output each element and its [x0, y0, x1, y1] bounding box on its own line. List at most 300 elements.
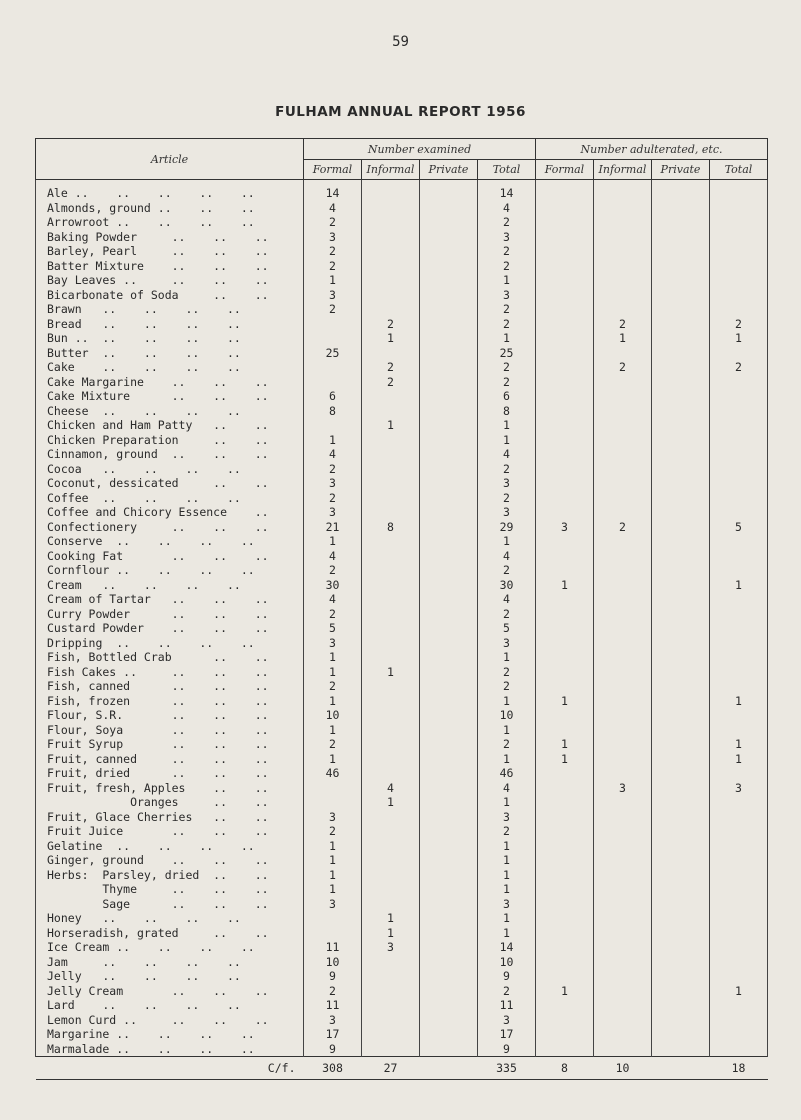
cell-examined-informal — [362, 984, 420, 999]
cell-adulterated-private — [652, 302, 710, 317]
cell-examined-private — [420, 897, 478, 912]
cell-adulterated-informal — [594, 375, 652, 390]
article-name: Sage .. .. .. — [36, 897, 304, 912]
cell-examined-total: 46 — [478, 766, 536, 781]
cell-adulterated-informal — [594, 215, 652, 230]
cell-examined-informal — [362, 650, 420, 665]
table-row — [36, 752, 768, 767]
total-adulterated-private — [652, 1057, 710, 1080]
cell-adulterated-total — [710, 1042, 768, 1057]
cell-adulterated-private — [652, 201, 710, 216]
cell-adulterated-formal — [536, 665, 594, 680]
cell-adulterated-private — [652, 824, 710, 839]
cell-adulterated-formal — [536, 592, 594, 607]
cell-examined-informal — [362, 447, 420, 462]
table-row — [36, 926, 768, 941]
cell-adulterated-informal — [594, 273, 652, 288]
cell-adulterated-private — [652, 346, 710, 361]
cell-examined-informal — [362, 230, 420, 245]
cell-examined-total: 4 — [478, 781, 536, 796]
cell-adulterated-private — [652, 868, 710, 883]
cell-adulterated-informal — [594, 230, 652, 245]
article-name: Bay Leaves .. .. .. .. — [36, 273, 304, 288]
article-name: Cream of Tartar .. .. .. — [36, 592, 304, 607]
cell-examined-informal — [362, 1013, 420, 1028]
table-row — [36, 476, 768, 491]
total-examined-private — [420, 1057, 478, 1080]
cell-examined-private — [420, 491, 478, 506]
article-name: Oranges .. .. — [36, 795, 304, 810]
cell-adulterated-private — [652, 984, 710, 999]
cell-adulterated-private — [652, 795, 710, 810]
table-row — [36, 592, 768, 607]
cell-examined-private — [420, 259, 478, 274]
article-name: Flour, Soya .. .. .. — [36, 723, 304, 738]
cell-examined-total: 5 — [478, 621, 536, 636]
cell-adulterated-informal — [594, 505, 652, 520]
carried-forward-label: C/f. — [36, 1057, 304, 1080]
cell-adulterated-informal: 2 — [594, 520, 652, 535]
article-name: Coffee and Chicory Essence .. — [36, 505, 304, 520]
cell-adulterated-total — [710, 1027, 768, 1042]
cell-adulterated-informal: 3 — [594, 781, 652, 796]
cell-examined-private — [420, 911, 478, 926]
cell-adulterated-total — [710, 418, 768, 433]
cell-examined-total: 4 — [478, 592, 536, 607]
cell-adulterated-total — [710, 476, 768, 491]
cell-adulterated-total — [710, 491, 768, 506]
table-row — [36, 462, 768, 477]
cell-examined-private — [420, 244, 478, 259]
cell-adulterated-private — [652, 317, 710, 332]
report-title: FULHAM ANNUAL REPORT 1956 — [275, 104, 526, 120]
cell-examined-total: 2 — [478, 317, 536, 332]
table-row — [36, 679, 768, 694]
cell-adulterated-informal — [594, 969, 652, 984]
cell-examined-informal — [362, 578, 420, 593]
cell-adulterated-formal — [536, 839, 594, 854]
article-name: Cake .. .. .. .. — [36, 360, 304, 375]
table-row — [36, 360, 768, 375]
cell-adulterated-formal — [536, 795, 594, 810]
cell-adulterated-informal — [594, 418, 652, 433]
cell-examined-informal — [362, 766, 420, 781]
cell-examined-informal — [362, 723, 420, 738]
cell-examined-private — [420, 180, 478, 201]
cell-adulterated-informal — [594, 926, 652, 941]
cell-adulterated-total — [710, 592, 768, 607]
cell-examined-formal: 1 — [304, 433, 362, 448]
article-name: Herbs: Parsley, dried .. .. — [36, 868, 304, 883]
cell-adulterated-total — [710, 447, 768, 462]
cell-examined-informal — [362, 549, 420, 564]
cell-adulterated-total — [710, 969, 768, 984]
cell-adulterated-total — [710, 853, 768, 868]
cell-examined-private — [420, 331, 478, 346]
cell-examined-informal — [362, 476, 420, 491]
cell-adulterated-private — [652, 853, 710, 868]
cell-examined-private — [420, 998, 478, 1013]
cell-examined-private — [420, 578, 478, 593]
cell-adulterated-private — [652, 911, 710, 926]
cell-examined-total: 1 — [478, 723, 536, 738]
cell-examined-total: 6 — [478, 389, 536, 404]
cell-examined-total: 1 — [478, 694, 536, 709]
cell-examined-total: 9 — [478, 1042, 536, 1057]
table-row — [36, 505, 768, 520]
cell-examined-informal: 1 — [362, 665, 420, 680]
cell-examined-total: 2 — [478, 215, 536, 230]
cell-examined-private — [420, 505, 478, 520]
cell-examined-private — [420, 708, 478, 723]
cell-examined-formal: 4 — [304, 549, 362, 564]
article-name: Fruit, canned .. .. .. — [36, 752, 304, 767]
cell-examined-informal — [362, 244, 420, 259]
cell-adulterated-private — [652, 810, 710, 825]
cell-examined-formal: 2 — [304, 563, 362, 578]
cell-examined-formal: 25 — [304, 346, 362, 361]
cell-adulterated-total — [710, 998, 768, 1013]
article-name: Baking Powder .. .. .. — [36, 230, 304, 245]
article-name: Horseradish, grated .. .. — [36, 926, 304, 941]
cell-adulterated-total: 1 — [710, 578, 768, 593]
cell-examined-private — [420, 1042, 478, 1057]
cell-adulterated-total — [710, 766, 768, 781]
cell-adulterated-informal — [594, 346, 652, 361]
cell-adulterated-total — [710, 795, 768, 810]
cell-adulterated-formal — [536, 969, 594, 984]
cell-adulterated-total — [710, 563, 768, 578]
cell-adulterated-total: 5 — [710, 520, 768, 535]
cell-adulterated-private — [652, 360, 710, 375]
table-row — [36, 708, 768, 723]
cell-examined-formal: 4 — [304, 447, 362, 462]
cell-adulterated-formal — [536, 766, 594, 781]
cell-adulterated-formal — [536, 375, 594, 390]
cell-adulterated-informal — [594, 389, 652, 404]
table-row — [36, 433, 768, 448]
cell-adulterated-private — [652, 375, 710, 390]
article-name: Fish, canned .. .. .. — [36, 679, 304, 694]
cell-examined-total: 11 — [478, 998, 536, 1013]
cell-adulterated-formal — [536, 868, 594, 883]
cell-adulterated-private — [652, 897, 710, 912]
cell-adulterated-informal — [594, 404, 652, 419]
cell-adulterated-formal: 1 — [536, 752, 594, 767]
cell-adulterated-total — [710, 650, 768, 665]
cell-adulterated-private — [652, 180, 710, 201]
cell-examined-formal: 2 — [304, 984, 362, 999]
cell-examined-informal: 2 — [362, 317, 420, 332]
cell-adulterated-formal — [536, 180, 594, 201]
cell-adulterated-informal — [594, 201, 652, 216]
article-name: Coconut, dessicated .. .. — [36, 476, 304, 491]
article-name: Fish Cakes .. .. .. .. — [36, 665, 304, 680]
cell-adulterated-informal — [594, 244, 652, 259]
cell-adulterated-private — [652, 389, 710, 404]
cell-adulterated-private — [652, 650, 710, 665]
cell-examined-total: 1 — [478, 882, 536, 897]
table-row — [36, 694, 768, 709]
cell-adulterated-formal — [536, 331, 594, 346]
article-name: Fruit Juice .. .. .. — [36, 824, 304, 839]
cell-examined-total: 3 — [478, 1013, 536, 1028]
cell-examined-informal — [362, 969, 420, 984]
cell-adulterated-formal — [536, 476, 594, 491]
cell-examined-informal: 3 — [362, 940, 420, 955]
table-row — [36, 491, 768, 506]
cell-examined-formal: 10 — [304, 708, 362, 723]
cell-examined-formal: 2 — [304, 302, 362, 317]
article-name: Jelly .. .. .. .. — [36, 969, 304, 984]
cell-adulterated-formal — [536, 1042, 594, 1057]
article-name: Fruit, fresh, Apples .. .. — [36, 781, 304, 796]
cell-examined-total: 1 — [478, 534, 536, 549]
header-number-examined: Number examined — [304, 139, 536, 160]
cell-adulterated-formal — [536, 491, 594, 506]
cell-examined-total: 1 — [478, 868, 536, 883]
cell-examined-informal — [362, 998, 420, 1013]
table-row — [36, 984, 768, 999]
cell-adulterated-informal — [594, 868, 652, 883]
cell-adulterated-formal — [536, 389, 594, 404]
cell-adulterated-private — [652, 462, 710, 477]
table-row — [36, 578, 768, 593]
cell-adulterated-private — [652, 607, 710, 622]
cell-adulterated-total — [710, 389, 768, 404]
cell-adulterated-private — [652, 708, 710, 723]
cell-examined-formal: 2 — [304, 259, 362, 274]
cell-adulterated-formal — [536, 288, 594, 303]
cell-adulterated-informal — [594, 737, 652, 752]
article-name: Almonds, ground .. .. .. — [36, 201, 304, 216]
cell-examined-private — [420, 955, 478, 970]
cell-examined-formal: 2 — [304, 679, 362, 694]
table-row — [36, 534, 768, 549]
cell-examined-formal — [304, 375, 362, 390]
table-row — [36, 795, 768, 810]
cell-adulterated-total — [710, 288, 768, 303]
cell-examined-formal: 1 — [304, 853, 362, 868]
cell-adulterated-informal — [594, 897, 652, 912]
total-examined-formal: 308 — [304, 1057, 362, 1080]
cell-adulterated-total — [710, 201, 768, 216]
cell-adulterated-formal — [536, 853, 594, 868]
article-name: Jelly Cream .. .. .. — [36, 984, 304, 999]
cell-examined-informal — [362, 491, 420, 506]
cell-adulterated-informal — [594, 636, 652, 651]
cell-adulterated-formal — [536, 940, 594, 955]
cell-examined-formal: 1 — [304, 650, 362, 665]
cell-adulterated-total — [710, 302, 768, 317]
total-adulterated-formal: 8 — [536, 1057, 594, 1080]
cell-examined-informal — [362, 259, 420, 274]
table-row — [36, 1013, 768, 1028]
cell-examined-informal — [362, 810, 420, 825]
cell-examined-private — [420, 317, 478, 332]
table-row — [36, 607, 768, 622]
table-row — [36, 766, 768, 781]
cell-examined-total: 9 — [478, 969, 536, 984]
cell-adulterated-total: 2 — [710, 317, 768, 332]
cell-examined-total: 2 — [478, 491, 536, 506]
header-adulterated-total: Total — [710, 160, 768, 180]
cell-adulterated-private — [652, 230, 710, 245]
table-row — [36, 259, 768, 274]
cell-examined-informal — [362, 592, 420, 607]
cell-adulterated-total — [710, 824, 768, 839]
cell-examined-formal: 11 — [304, 998, 362, 1013]
header-number-adulterated: Number adulterated, etc. — [536, 139, 768, 160]
cell-examined-total: 4 — [478, 201, 536, 216]
cell-adulterated-private — [652, 534, 710, 549]
cell-adulterated-informal: 2 — [594, 317, 652, 332]
cell-examined-private — [420, 607, 478, 622]
cell-adulterated-formal — [536, 404, 594, 419]
cell-examined-private — [420, 534, 478, 549]
table-row — [36, 230, 768, 245]
cell-examined-total: 2 — [478, 375, 536, 390]
cell-examined-formal: 1 — [304, 534, 362, 549]
cell-adulterated-formal — [536, 215, 594, 230]
cell-examined-private — [420, 201, 478, 216]
header-adulterated-private: Private — [652, 160, 710, 180]
table-row — [36, 868, 768, 883]
article-name: Custard Powder .. .. .. — [36, 621, 304, 636]
cell-adulterated-private — [652, 404, 710, 419]
cell-examined-private — [420, 549, 478, 564]
cell-examined-informal — [362, 737, 420, 752]
table-row — [36, 824, 768, 839]
cell-examined-private — [420, 752, 478, 767]
cell-adulterated-private — [652, 737, 710, 752]
cell-examined-total: 3 — [478, 636, 536, 651]
cell-adulterated-private — [652, 1027, 710, 1042]
cell-adulterated-private — [652, 1042, 710, 1057]
table-row — [36, 1027, 768, 1042]
cell-examined-private — [420, 810, 478, 825]
cell-adulterated-private — [652, 752, 710, 767]
food-samples-table — [35, 138, 768, 1080]
cell-adulterated-private — [652, 578, 710, 593]
cell-examined-informal — [362, 404, 420, 419]
cell-adulterated-formal — [536, 621, 594, 636]
cell-adulterated-formal — [536, 1013, 594, 1028]
cell-examined-formal: 3 — [304, 1013, 362, 1028]
table-row — [36, 180, 768, 201]
cell-adulterated-private — [652, 766, 710, 781]
cell-examined-informal — [362, 708, 420, 723]
table-row — [36, 636, 768, 651]
cell-examined-total: 1 — [478, 911, 536, 926]
cell-examined-formal: 3 — [304, 505, 362, 520]
cell-examined-private — [420, 389, 478, 404]
cell-adulterated-informal — [594, 940, 652, 955]
cell-adulterated-total — [710, 433, 768, 448]
cell-examined-private — [420, 882, 478, 897]
cell-examined-total: 3 — [478, 897, 536, 912]
cell-adulterated-private — [652, 418, 710, 433]
cell-adulterated-informal — [594, 650, 652, 665]
cell-examined-private — [420, 824, 478, 839]
header-examined-formal: Formal — [304, 160, 362, 180]
article-name: Jam .. .. .. .. — [36, 955, 304, 970]
cell-adulterated-total — [710, 534, 768, 549]
cell-examined-formal: 2 — [304, 462, 362, 477]
cell-adulterated-private — [652, 520, 710, 535]
cell-adulterated-informal — [594, 534, 652, 549]
cell-adulterated-informal — [594, 752, 652, 767]
cell-adulterated-formal — [536, 723, 594, 738]
cell-examined-informal — [362, 824, 420, 839]
cell-examined-formal — [304, 781, 362, 796]
cell-adulterated-informal — [594, 447, 652, 462]
cell-adulterated-private — [652, 621, 710, 636]
cell-adulterated-total — [710, 549, 768, 564]
article-name: Cinnamon, ground .. .. .. — [36, 447, 304, 462]
article-name: Dripping .. .. .. .. — [36, 636, 304, 651]
cell-adulterated-private — [652, 447, 710, 462]
cell-examined-informal — [362, 462, 420, 477]
cell-examined-informal — [362, 505, 420, 520]
cell-examined-private — [420, 694, 478, 709]
cell-adulterated-total — [710, 955, 768, 970]
table-row — [36, 346, 768, 361]
article-name: Thyme .. .. .. — [36, 882, 304, 897]
cell-adulterated-total: 1 — [710, 752, 768, 767]
cell-adulterated-total — [710, 230, 768, 245]
cell-adulterated-formal — [536, 317, 594, 332]
cell-examined-informal — [362, 679, 420, 694]
cell-adulterated-formal — [536, 926, 594, 941]
cell-adulterated-informal — [594, 288, 652, 303]
cell-examined-informal — [362, 694, 420, 709]
cell-examined-total: 8 — [478, 404, 536, 419]
cell-adulterated-formal — [536, 1027, 594, 1042]
cell-examined-private — [420, 766, 478, 781]
table-row — [36, 839, 768, 854]
cell-examined-private — [420, 795, 478, 810]
cell-examined-total: 10 — [478, 708, 536, 723]
table-row — [36, 375, 768, 390]
cell-examined-private — [420, 665, 478, 680]
table-row — [36, 621, 768, 636]
article-name: Flour, S.R. .. .. .. — [36, 708, 304, 723]
cell-examined-total: 4 — [478, 549, 536, 564]
cell-adulterated-total — [710, 810, 768, 825]
cell-examined-total: 2 — [478, 607, 536, 622]
cell-adulterated-total — [710, 868, 768, 883]
cell-examined-formal — [304, 795, 362, 810]
cell-adulterated-private — [652, 592, 710, 607]
cell-examined-formal — [304, 911, 362, 926]
table-row — [36, 302, 768, 317]
cell-examined-private — [420, 563, 478, 578]
cell-adulterated-private — [652, 781, 710, 796]
cell-examined-total: 2 — [478, 665, 536, 680]
cell-adulterated-private — [652, 244, 710, 259]
cell-examined-total: 1 — [478, 650, 536, 665]
cell-examined-private — [420, 926, 478, 941]
cell-adulterated-private — [652, 839, 710, 854]
cell-adulterated-informal — [594, 853, 652, 868]
cell-examined-informal — [362, 389, 420, 404]
cell-examined-formal — [304, 331, 362, 346]
article-name: Margarine .. .. .. .. — [36, 1027, 304, 1042]
cell-examined-total: 1 — [478, 331, 536, 346]
table-row — [36, 853, 768, 868]
cell-adulterated-formal — [536, 882, 594, 897]
